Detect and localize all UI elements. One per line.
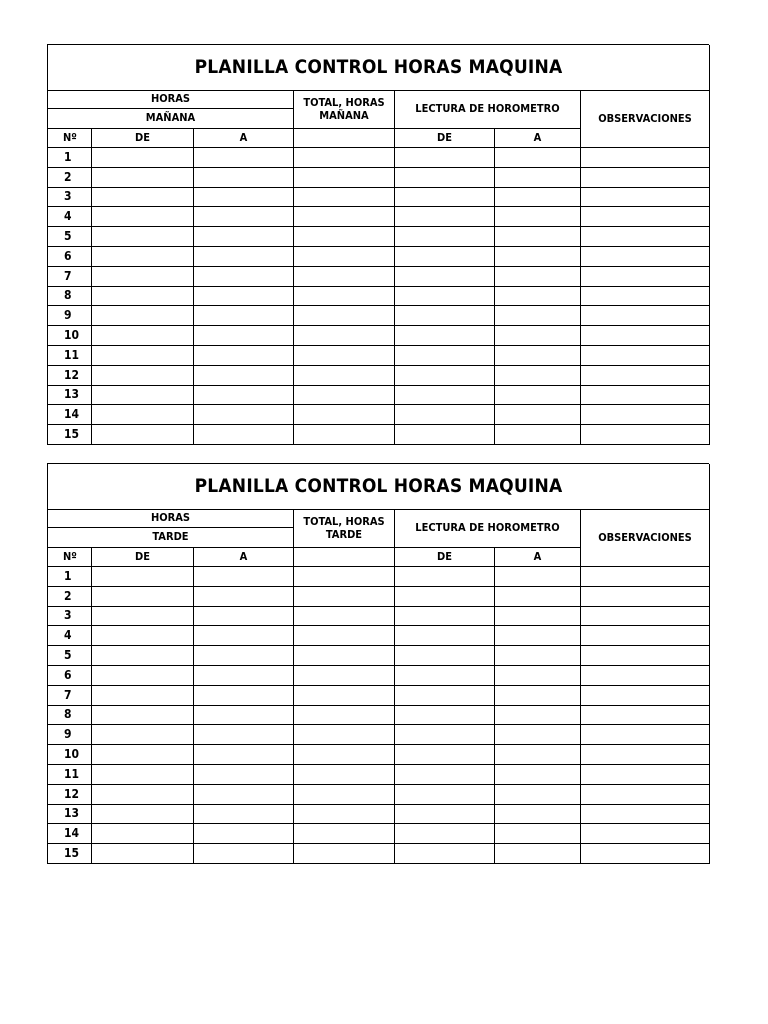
observaciones-cell[interactable] <box>581 346 710 366</box>
row-number: 13 <box>48 386 92 406</box>
hours-to-cell[interactable] <box>194 405 294 425</box>
hours-to-cell[interactable] <box>194 267 294 287</box>
hours-from-cell[interactable] <box>92 405 194 425</box>
lectura-from-cell[interactable] <box>395 844 495 864</box>
hours-from-cell[interactable] <box>92 227 194 247</box>
hours-to-cell[interactable] <box>194 805 294 825</box>
observaciones-cell[interactable] <box>581 168 710 188</box>
observaciones-cell[interactable] <box>581 785 710 805</box>
lectura-to-cell[interactable] <box>495 425 581 445</box>
total-hours-cell[interactable] <box>294 326 395 346</box>
lectura-from-cell[interactable] <box>395 626 495 646</box>
hours-from-cell[interactable] <box>92 346 194 366</box>
total-hours-cell[interactable] <box>294 666 395 686</box>
hours-to-cell[interactable] <box>194 567 294 587</box>
hours-from-cell[interactable] <box>92 366 194 386</box>
lectura-to-cell[interactable] <box>495 745 581 765</box>
observaciones-cell[interactable] <box>581 805 710 825</box>
lectura-from-cell[interactable] <box>395 824 495 844</box>
total-horas-header: TOTAL, HORAS TARDE <box>294 510 395 548</box>
lectura-from-cell[interactable] <box>395 405 495 425</box>
row-number: 9 <box>48 725 92 745</box>
hours-from-cell[interactable] <box>92 188 194 208</box>
hours-to-cell[interactable] <box>194 745 294 765</box>
observaciones-cell[interactable] <box>581 824 710 844</box>
hours-to-header: A <box>194 129 294 148</box>
hours-to-cell[interactable] <box>194 785 294 805</box>
lectura-to-cell[interactable] <box>495 306 581 326</box>
lectura-from-cell[interactable] <box>395 425 495 445</box>
hours-to-cell[interactable] <box>194 188 294 208</box>
lectura-to-cell[interactable] <box>495 207 581 227</box>
total-hours-cell[interactable] <box>294 247 395 267</box>
lectura-from-header: DE <box>395 548 495 567</box>
row-number: 13 <box>48 805 92 825</box>
hours-to-cell[interactable] <box>194 227 294 247</box>
lectura-to-cell[interactable] <box>495 366 581 386</box>
observaciones-cell[interactable] <box>581 425 710 445</box>
hours-to-cell[interactable] <box>194 247 294 267</box>
lectura-to-header: A <box>495 548 581 567</box>
hours-from-cell[interactable] <box>92 267 194 287</box>
total-hours-cell[interactable] <box>294 168 395 188</box>
hours-to-cell[interactable] <box>194 666 294 686</box>
hours-from-cell[interactable] <box>92 844 194 864</box>
hours-from-cell[interactable] <box>92 646 194 666</box>
total-hours-cell[interactable] <box>294 346 395 366</box>
lectura-from-cell[interactable] <box>395 785 495 805</box>
lectura-to-cell[interactable] <box>495 567 581 587</box>
lectura-to-cell[interactable] <box>495 148 581 168</box>
hours-to-cell[interactable] <box>194 326 294 346</box>
hours-to-cell[interactable] <box>194 366 294 386</box>
row-number: 4 <box>48 207 92 227</box>
lectura-horometro-header: LECTURA DE HOROMETRO <box>395 91 581 129</box>
lectura-to-cell[interactable] <box>495 405 581 425</box>
row-number: 3 <box>48 607 92 627</box>
row-number: 5 <box>48 646 92 666</box>
lectura-from-cell[interactable] <box>395 188 495 208</box>
total-hours-cell[interactable] <box>294 765 395 785</box>
total-hours-cell[interactable] <box>294 706 395 726</box>
lectura-from-cell[interactable] <box>395 247 495 267</box>
number-column-header: Nº <box>48 129 92 148</box>
lectura-from-cell[interactable] <box>395 148 495 168</box>
sheet-morning <box>47 44 709 445</box>
lectura-to-cell[interactable] <box>495 725 581 745</box>
observaciones-cell[interactable] <box>581 607 710 627</box>
total-under-cell <box>294 129 395 148</box>
row-number: 10 <box>48 745 92 765</box>
lectura-to-cell[interactable] <box>495 247 581 267</box>
observaciones-cell[interactable] <box>581 267 710 287</box>
lectura-from-cell[interactable] <box>395 306 495 326</box>
total-hours-cell[interactable] <box>294 207 395 227</box>
lectura-from-cell[interactable] <box>395 805 495 825</box>
hours-from-cell[interactable] <box>92 706 194 726</box>
row-number: 3 <box>48 188 92 208</box>
hours-to-cell[interactable] <box>194 287 294 307</box>
hours-to-cell[interactable] <box>194 686 294 706</box>
lectura-to-cell[interactable] <box>495 587 581 607</box>
hours-from-cell[interactable] <box>92 785 194 805</box>
hours-from-cell[interactable] <box>92 626 194 646</box>
total-hours-cell[interactable] <box>294 425 395 445</box>
hours-from-header: DE <box>92 548 194 567</box>
lectura-from-cell[interactable] <box>395 267 495 287</box>
hours-from-cell[interactable] <box>92 587 194 607</box>
number-column-header: Nº <box>48 548 92 567</box>
hours-to-cell[interactable] <box>194 765 294 785</box>
hours-from-cell[interactable] <box>92 326 194 346</box>
lectura-to-cell[interactable] <box>495 326 581 346</box>
observaciones-cell[interactable] <box>581 567 710 587</box>
total-hours-cell[interactable] <box>294 646 395 666</box>
hours-to-cell[interactable] <box>194 824 294 844</box>
hours-from-cell[interactable] <box>92 666 194 686</box>
total-hours-cell[interactable] <box>294 745 395 765</box>
total-hours-cell[interactable] <box>294 287 395 307</box>
total-hours-cell[interactable] <box>294 626 395 646</box>
lectura-from-cell[interactable] <box>395 646 495 666</box>
total-hours-cell[interactable] <box>294 386 395 406</box>
row-number: 1 <box>48 148 92 168</box>
observaciones-header: OBSERVACIONES <box>581 510 710 567</box>
hours-from-cell[interactable] <box>92 207 194 227</box>
observaciones-cell[interactable] <box>581 646 710 666</box>
observaciones-cell[interactable] <box>581 686 710 706</box>
observaciones-cell[interactable] <box>581 148 710 168</box>
lectura-to-cell[interactable] <box>495 824 581 844</box>
lectura-to-cell[interactable] <box>495 785 581 805</box>
hours-to-cell[interactable] <box>194 725 294 745</box>
total-hours-cell[interactable] <box>294 227 395 247</box>
row-number: 11 <box>48 765 92 785</box>
observaciones-cell[interactable] <box>581 725 710 745</box>
lectura-from-cell[interactable] <box>395 168 495 188</box>
lectura-to-cell[interactable] <box>495 168 581 188</box>
shift-header: MAÑANA <box>48 109 294 129</box>
lectura-from-cell[interactable] <box>395 287 495 307</box>
lectura-to-cell[interactable] <box>495 607 581 627</box>
observaciones-cell[interactable] <box>581 247 710 267</box>
lectura-to-cell[interactable] <box>495 844 581 864</box>
row-number: 1 <box>48 567 92 587</box>
lectura-to-cell[interactable] <box>495 646 581 666</box>
lectura-from-header: DE <box>395 129 495 148</box>
total-hours-cell[interactable] <box>294 405 395 425</box>
total-hours-cell[interactable] <box>294 148 395 168</box>
lectura-to-cell[interactable] <box>495 287 581 307</box>
total-horas-header: TOTAL, HORAS MAÑANA <box>294 91 395 129</box>
lectura-horometro-header: LECTURA DE HOROMETRO <box>395 510 581 548</box>
total-hours-cell[interactable] <box>294 686 395 706</box>
row-number: 15 <box>48 844 92 864</box>
lectura-to-cell[interactable] <box>495 706 581 726</box>
observaciones-cell[interactable] <box>581 844 710 864</box>
observaciones-cell[interactable] <box>581 366 710 386</box>
lectura-to-cell[interactable] <box>495 765 581 785</box>
observaciones-cell[interactable] <box>581 326 710 346</box>
observaciones-cell[interactable] <box>581 188 710 208</box>
total-hours-cell[interactable] <box>294 188 395 208</box>
hours-from-cell[interactable] <box>92 306 194 326</box>
hours-to-cell[interactable] <box>194 306 294 326</box>
row-number: 15 <box>48 425 92 445</box>
observaciones-cell[interactable] <box>581 227 710 247</box>
observaciones-cell[interactable] <box>581 745 710 765</box>
hours-to-cell[interactable] <box>194 646 294 666</box>
lectura-from-cell[interactable] <box>395 607 495 627</box>
hours-to-cell[interactable] <box>194 386 294 406</box>
hours-to-header: A <box>194 548 294 567</box>
hours-from-cell[interactable] <box>92 725 194 745</box>
sheet-afternoon <box>47 463 709 864</box>
lectura-from-cell[interactable] <box>395 227 495 247</box>
sheet-title: PLANILLA CONTROL HORAS MAQUINA <box>48 45 710 91</box>
hours-from-cell[interactable] <box>92 745 194 765</box>
row-number: 14 <box>48 405 92 425</box>
observaciones-cell[interactable] <box>581 287 710 307</box>
hours-to-cell[interactable] <box>194 168 294 188</box>
row-number: 10 <box>48 326 92 346</box>
hours-to-cell[interactable] <box>194 148 294 168</box>
row-number: 2 <box>48 587 92 607</box>
total-under-cell <box>294 548 395 567</box>
lectura-from-cell[interactable] <box>395 386 495 406</box>
total-hours-cell[interactable] <box>294 587 395 607</box>
row-number: 8 <box>48 287 92 307</box>
observaciones-cell[interactable] <box>581 405 710 425</box>
hours-to-cell[interactable] <box>194 607 294 627</box>
lectura-to-cell[interactable] <box>495 626 581 646</box>
total-hours-cell[interactable] <box>294 366 395 386</box>
hours-from-cell[interactable] <box>92 148 194 168</box>
total-hours-cell[interactable] <box>294 805 395 825</box>
total-hours-cell[interactable] <box>294 267 395 287</box>
hours-from-cell[interactable] <box>92 805 194 825</box>
hours-to-cell[interactable] <box>194 626 294 646</box>
horas-header: HORAS <box>48 510 294 528</box>
lectura-from-cell[interactable] <box>395 765 495 785</box>
observaciones-cell[interactable] <box>581 765 710 785</box>
lectura-to-cell[interactable] <box>495 666 581 686</box>
hours-from-cell[interactable] <box>92 425 194 445</box>
observaciones-cell[interactable] <box>581 706 710 726</box>
hours-to-cell[interactable] <box>194 844 294 864</box>
lectura-to-cell[interactable] <box>495 227 581 247</box>
lectura-from-cell[interactable] <box>395 725 495 745</box>
row-number: 14 <box>48 824 92 844</box>
lectura-from-cell[interactable] <box>395 567 495 587</box>
horas-header: HORAS <box>48 91 294 109</box>
row-number: 2 <box>48 168 92 188</box>
hours-to-cell[interactable] <box>194 425 294 445</box>
sheet-title: PLANILLA CONTROL HORAS MAQUINA <box>48 464 710 510</box>
row-number: 7 <box>48 686 92 706</box>
observaciones-cell[interactable] <box>581 626 710 646</box>
total-hours-cell[interactable] <box>294 567 395 587</box>
lectura-to-cell[interactable] <box>495 686 581 706</box>
lectura-from-cell[interactable] <box>395 207 495 227</box>
lectura-from-cell[interactable] <box>395 587 495 607</box>
lectura-from-cell[interactable] <box>395 686 495 706</box>
observaciones-cell[interactable] <box>581 207 710 227</box>
hours-from-cell[interactable] <box>92 168 194 188</box>
lectura-from-cell[interactable] <box>395 326 495 346</box>
row-number: 8 <box>48 706 92 726</box>
observaciones-header: OBSERVACIONES <box>581 91 710 148</box>
observaciones-cell[interactable] <box>581 587 710 607</box>
total-hours-cell[interactable] <box>294 824 395 844</box>
lectura-to-header: A <box>495 129 581 148</box>
row-number: 6 <box>48 666 92 686</box>
hours-to-cell[interactable] <box>194 346 294 366</box>
lectura-from-cell[interactable] <box>395 366 495 386</box>
hours-from-cell[interactable] <box>92 247 194 267</box>
hours-from-cell[interactable] <box>92 686 194 706</box>
total-hours-cell[interactable] <box>294 607 395 627</box>
row-number: 9 <box>48 306 92 326</box>
shift-header: TARDE <box>48 528 294 548</box>
hours-from-cell[interactable] <box>92 607 194 627</box>
total-hours-cell[interactable] <box>294 306 395 326</box>
lectura-to-cell[interactable] <box>495 188 581 208</box>
hours-to-cell[interactable] <box>194 587 294 607</box>
total-hours-cell[interactable] <box>294 844 395 864</box>
hours-from-cell[interactable] <box>92 386 194 406</box>
lectura-to-cell[interactable] <box>495 267 581 287</box>
row-number: 12 <box>48 366 92 386</box>
hours-to-cell[interactable] <box>194 706 294 726</box>
lectura-from-cell[interactable] <box>395 346 495 366</box>
row-number: 7 <box>48 267 92 287</box>
hours-from-header: DE <box>92 129 194 148</box>
observaciones-cell[interactable] <box>581 666 710 686</box>
row-number: 12 <box>48 785 92 805</box>
row-number: 6 <box>48 247 92 267</box>
row-number: 11 <box>48 346 92 366</box>
total-hours-cell[interactable] <box>294 785 395 805</box>
hours-from-cell[interactable] <box>92 765 194 785</box>
lectura-from-cell[interactable] <box>395 666 495 686</box>
observaciones-cell[interactable] <box>581 386 710 406</box>
lectura-to-cell[interactable] <box>495 805 581 825</box>
hours-to-cell[interactable] <box>194 207 294 227</box>
lectura-from-cell[interactable] <box>395 706 495 726</box>
hours-from-cell[interactable] <box>92 287 194 307</box>
hours-from-cell[interactable] <box>92 824 194 844</box>
lectura-from-cell[interactable] <box>395 745 495 765</box>
lectura-to-cell[interactable] <box>495 346 581 366</box>
lectura-to-cell[interactable] <box>495 386 581 406</box>
hours-from-cell[interactable] <box>92 567 194 587</box>
row-number: 5 <box>48 227 92 247</box>
total-hours-cell[interactable] <box>294 725 395 745</box>
row-number: 4 <box>48 626 92 646</box>
observaciones-cell[interactable] <box>581 306 710 326</box>
